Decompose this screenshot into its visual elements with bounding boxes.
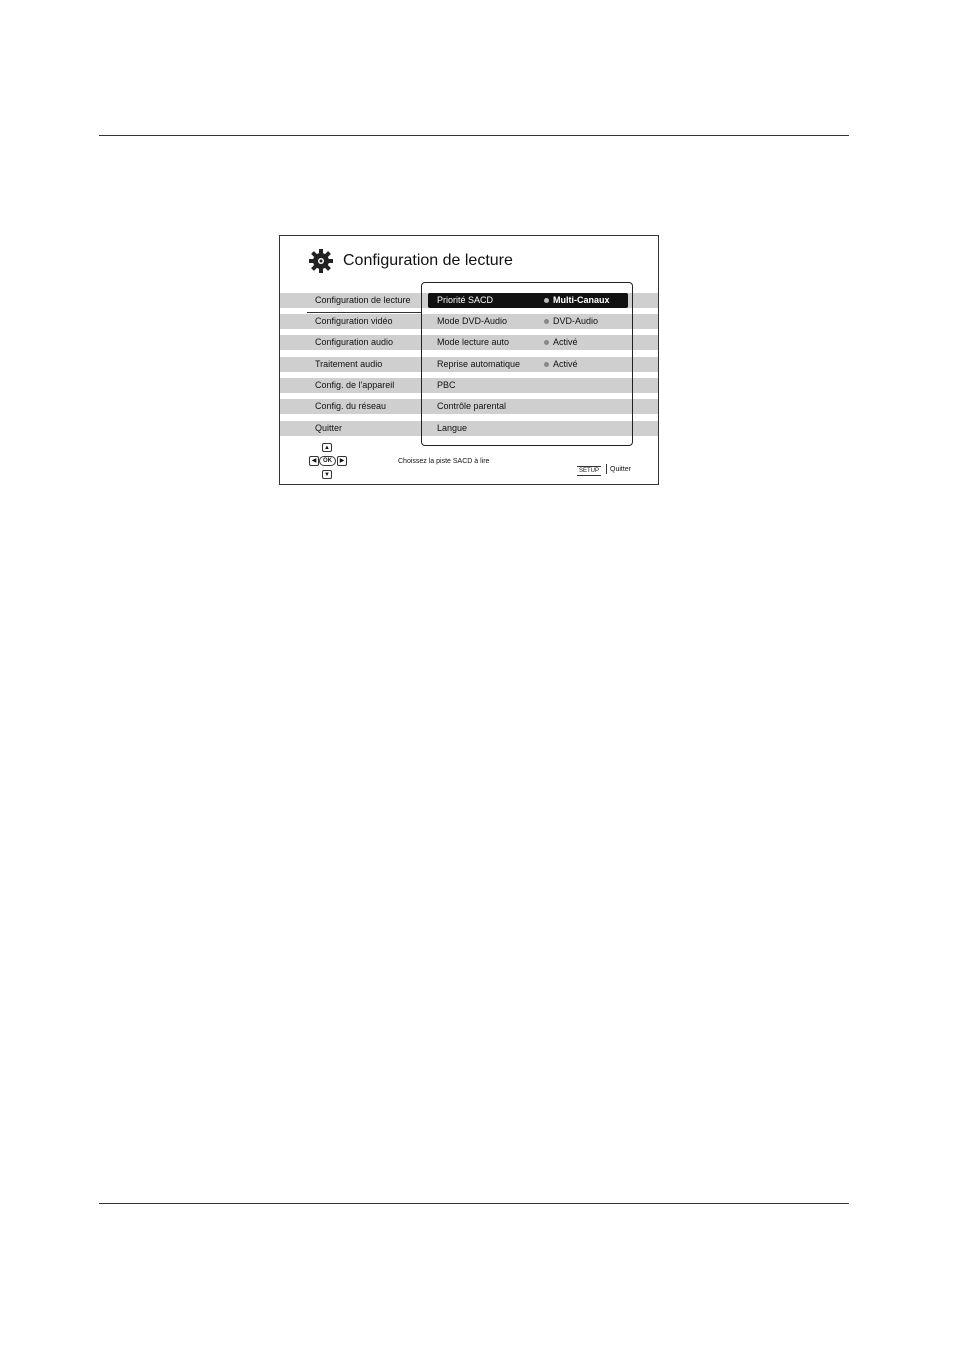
- menu-item-configuration-video[interactable]: Configuration vidéo: [315, 316, 393, 326]
- submenu-value-priorite-sacd[interactable]: [544, 293, 610, 308]
- menu-item-config-appareil[interactable]: Config. de l'appareil: [315, 380, 395, 390]
- bullet-icon: [544, 298, 549, 303]
- submenu-item-priorite-sacd[interactable]: Priorité SACD: [437, 295, 494, 305]
- menu-item-configuration-lecture[interactable]: Configuration de lecture: [315, 295, 411, 305]
- submenu-item-pbc[interactable]: PBC: [437, 380, 456, 390]
- setup-key: SETUP: [579, 468, 600, 474]
- submenu-item-langue[interactable]: Langue: [437, 423, 468, 433]
- remote-navigation-keys: [307, 443, 351, 479]
- menu-item-traitement-audio[interactable]: Traitement audio: [315, 359, 383, 369]
- bullet-icon: [544, 340, 549, 345]
- menu-item-configuration-audio[interactable]: Configuration audio: [315, 337, 394, 347]
- arrow-right-icon: ▶: [337, 456, 347, 466]
- value-text: Multi-Canaux: [553, 295, 610, 305]
- bullet-icon: [544, 319, 549, 324]
- submenu-item-mode-lecture-auto[interactable]: Mode lecture auto: [437, 337, 510, 347]
- gear-icon: [308, 248, 334, 274]
- footer-separator: [606, 464, 607, 474]
- submenu-item-mode-dvd-audio[interactable]: Mode DVD-Audio: [437, 316, 508, 326]
- value-text: Activé: [553, 337, 578, 347]
- value-text: DVD-Audio: [553, 316, 599, 326]
- submenu-value-reprise-automatique[interactable]: [544, 357, 578, 372]
- value-text: Activé: [553, 359, 578, 369]
- menu-header: [308, 248, 513, 274]
- ok-key: OK: [319, 456, 336, 466]
- help-hint: Choissez la piste SACD à lire: [398, 458, 490, 465]
- menu-title: Configuration de lecture: [343, 252, 513, 269]
- bullet-icon: [544, 362, 549, 367]
- submenu-item-controle-parental[interactable]: Contrôle parental: [437, 401, 507, 411]
- page-top-rule: [99, 135, 849, 136]
- page-bottom-rule: [99, 1203, 849, 1204]
- selected-item-underline: [307, 312, 422, 313]
- menu-item-config-reseau[interactable]: Config. du réseau: [315, 401, 387, 411]
- setup-menu-screen: [279, 235, 659, 485]
- quit-label: Quitter: [610, 466, 632, 473]
- menu-item-quitter[interactable]: Quitter: [315, 423, 343, 433]
- submenu-item-reprise-automatique[interactable]: Reprise automatique: [437, 359, 521, 369]
- submenu-value-mode-lecture-auto[interactable]: [544, 335, 578, 350]
- arrow-left-icon: ◀: [309, 456, 319, 466]
- arrow-down-icon: ▼: [322, 470, 332, 479]
- submenu-value-mode-dvd-audio[interactable]: [544, 314, 598, 329]
- arrow-up-icon: ▲: [322, 443, 332, 452]
